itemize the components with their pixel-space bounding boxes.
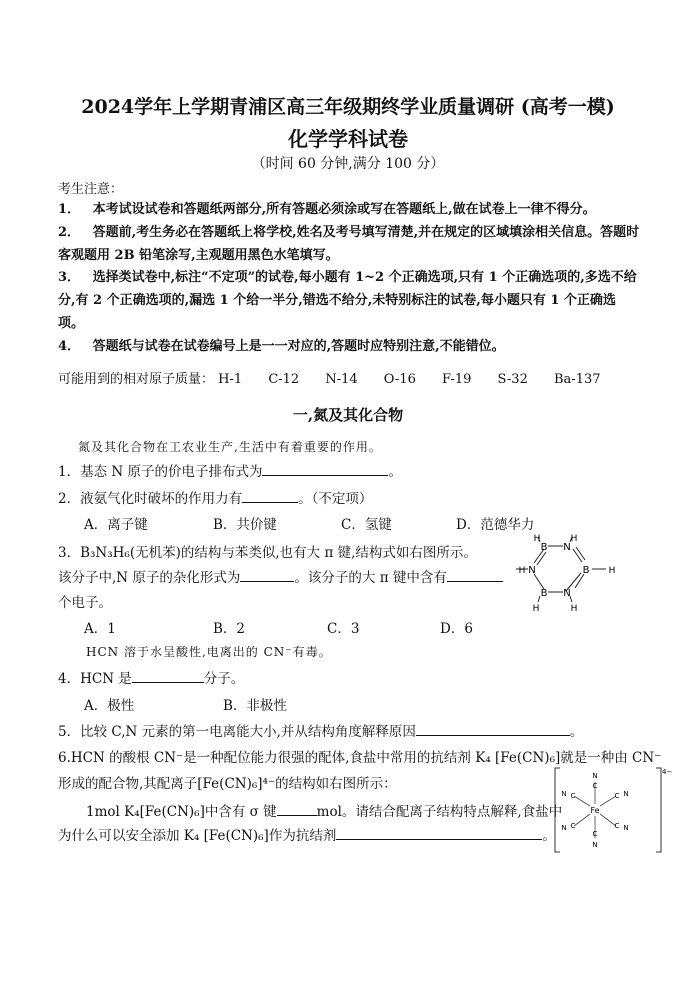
atomic-mass: O-16: [383, 372, 416, 387]
notice-item-3: [58, 266, 640, 335]
boron-atom: B: [582, 565, 590, 576]
exam-subtitle: 化学学科试卷: [288, 127, 408, 151]
nitrogen-atom: N: [563, 588, 571, 599]
question-2: [58, 487, 372, 507]
section-intro: 氮及其化合物在工农业生产,生活中有着重要的作用。: [78, 440, 382, 454]
answer-blank[interactable]: [336, 826, 542, 840]
option-d: D．6: [440, 621, 473, 637]
question-1: [58, 460, 402, 480]
question-text: 5．比较 C,N 元素的第一电离能大小,并从结构角度解释原因: [58, 724, 416, 740]
carbon-atom: C: [570, 822, 576, 830]
atomic-masses-label: 可能用到的相对原子质量：: [58, 372, 215, 387]
option-a: A．离子键: [84, 517, 148, 533]
section-title: 一,氮及其化合物: [292, 406, 404, 424]
notice-text: 本考试设试卷和答题纸两部分,所有答题必须涂或写在答题纸上,做在试卷上一律不得分。: [92, 202, 596, 217]
hydrogen-atom: H: [518, 566, 526, 576]
exam-title: 2024学年上学期青浦区高三年级期终学业质量调研 (高考一模): [81, 96, 615, 118]
notice-item-2: [58, 221, 640, 267]
question-4: [58, 667, 244, 687]
atomic-mass: N-14: [325, 372, 358, 387]
nitrogen-atom: N: [561, 790, 567, 798]
notice-number: 1．: [58, 202, 81, 217]
nitrogen-atom: N: [623, 790, 629, 798]
question-3-line3: 个电子。: [58, 595, 112, 611]
notice-heading: 考生注意：: [58, 182, 124, 197]
nitrogen-atom: N: [592, 772, 598, 780]
notice-number: 4．: [58, 339, 81, 354]
hydrogen-atom: H: [570, 604, 578, 614]
notice-text: 选择类试卷中,标注“不定项”的试卷,每小题有 1~2 个正确选项,只有 1 个正确选项的,多选不给分,有 2 个正确选项的,漏选 1 个给一半分,错选不给分,未特别标注的试卷,每小题只有 1 个正确选项。: [58, 270, 637, 331]
carbon-atom: C: [614, 792, 620, 800]
hydrogen-atom: H: [570, 534, 578, 544]
option-c: C．氢键: [341, 517, 392, 533]
complex-charge: 4−: [662, 768, 673, 776]
question-6-line1: 6.HCN 的酸根 CN⁻是一种配位能力很强的配体,食盐中常用的抗结剂 K₄ [Fe(CN)₆]就是一种由 CN⁻: [58, 750, 662, 766]
answer-blank[interactable]: [262, 462, 388, 476]
boron-atom: B: [540, 542, 548, 553]
atomic-mass: Ba-137: [554, 372, 601, 387]
notice-text: 答题前,考生务必在答题纸上将学校,姓名及考号填写清楚,并在规定的区域填涂相关信息。答题时客观题用 2B 铅笔涂写,主观题用黑色水笔填写。: [58, 225, 640, 263]
notice-item-1: [58, 198, 596, 221]
carbon-atom: C: [614, 822, 620, 830]
question-text: 1．基态 N 原子的价电子排布式为: [58, 464, 263, 480]
complex-brackets: [555, 768, 661, 852]
answer-blank[interactable]: [240, 568, 294, 582]
question-6-line2: 形成的配合物,其配离子[Fe(CN)₆]⁴⁻的结构如右图所示：: [58, 776, 397, 792]
carbon-atom: C: [592, 782, 598, 790]
hydrogen-atom: H: [532, 604, 540, 614]
borazine-structure-diagram: [520, 534, 630, 620]
answer-blank[interactable]: [277, 802, 317, 816]
option-b: B．共价键: [213, 517, 277, 533]
notice-number: 2．: [58, 225, 81, 240]
question-end: 。: [542, 828, 556, 844]
question-end: 。（不定项）: [298, 491, 373, 507]
nitrogen-atom: N: [528, 565, 536, 576]
question-3-line2: [58, 566, 503, 586]
question-text: 2．液氨气化时破坏的作用力有: [58, 491, 243, 507]
carbon-atom: C: [592, 830, 598, 838]
carbon-atom: C: [570, 792, 576, 800]
notice-item-4: [58, 335, 505, 358]
atomic-masses: [58, 368, 601, 387]
hydrogen-atom: H: [608, 566, 616, 576]
question-end: 。: [388, 464, 402, 480]
time-note: （时间 60 分钟,满分 100 分）: [251, 156, 445, 172]
ferrocyanide-structure-diagram: [552, 764, 672, 856]
nitrogen-atom: N: [561, 824, 567, 832]
atomic-mass: C-12: [268, 372, 300, 387]
option-d: D．范德华力: [456, 517, 535, 533]
boron-atom: B: [540, 588, 548, 599]
option-a: A．极性: [84, 698, 135, 714]
hydrogen-atom: H: [533, 534, 541, 544]
question-5: [58, 720, 583, 740]
question-6-line3: [86, 800, 562, 820]
nitrogen-atom: N: [563, 542, 571, 553]
option-b: B．2: [213, 621, 246, 637]
question-text: 4．HCN 是: [58, 671, 132, 687]
answer-blank[interactable]: [242, 489, 298, 503]
iron-atom: Fe: [590, 806, 600, 815]
nitrogen-atom: N: [592, 841, 598, 849]
question-end: 分子。: [203, 671, 245, 687]
question-text: mol。请结合配离子结构特点解释,食盐中: [316, 804, 563, 820]
answer-blank[interactable]: [447, 568, 503, 582]
option-b: B．非极性: [223, 698, 287, 714]
question-6-line4: [58, 824, 556, 844]
question-text: 1mol K₄[Fe(CN)₆]中含有 σ 键: [86, 804, 277, 820]
question-text: 该分子中,N 原子的杂化形式为: [58, 570, 241, 586]
atomic-mass: H-1: [218, 372, 243, 387]
option-c: C．3: [327, 621, 360, 637]
question-text: 。该分子的大 π 键中含有: [294, 570, 447, 586]
option-a: A．1: [84, 621, 116, 637]
nitrogen-atom: N: [623, 824, 629, 832]
notice-number: 3．: [58, 270, 81, 285]
atomic-mass: F-19: [442, 372, 472, 387]
answer-blank[interactable]: [132, 669, 204, 683]
atomic-mass: S-32: [497, 372, 528, 387]
notice-text: 答题纸与试卷在试卷编号上是一一对应的,答题时应特别注意,不能错位。: [92, 339, 505, 354]
question-3-line1: 3．B₃N₃H₆(无机苯)的结构与苯类似,也有大 π 键,结构式如右图所示。: [58, 545, 477, 561]
hcn-intro: HCN 溶于水呈酸性,电离出的 CN⁻有毒。: [86, 645, 332, 659]
answer-blank[interactable]: [416, 722, 570, 736]
question-end: 。: [569, 724, 584, 740]
question-text: 为什么可以安全添加 K₄ [Fe(CN)₆]作为抗结剂: [58, 828, 337, 844]
